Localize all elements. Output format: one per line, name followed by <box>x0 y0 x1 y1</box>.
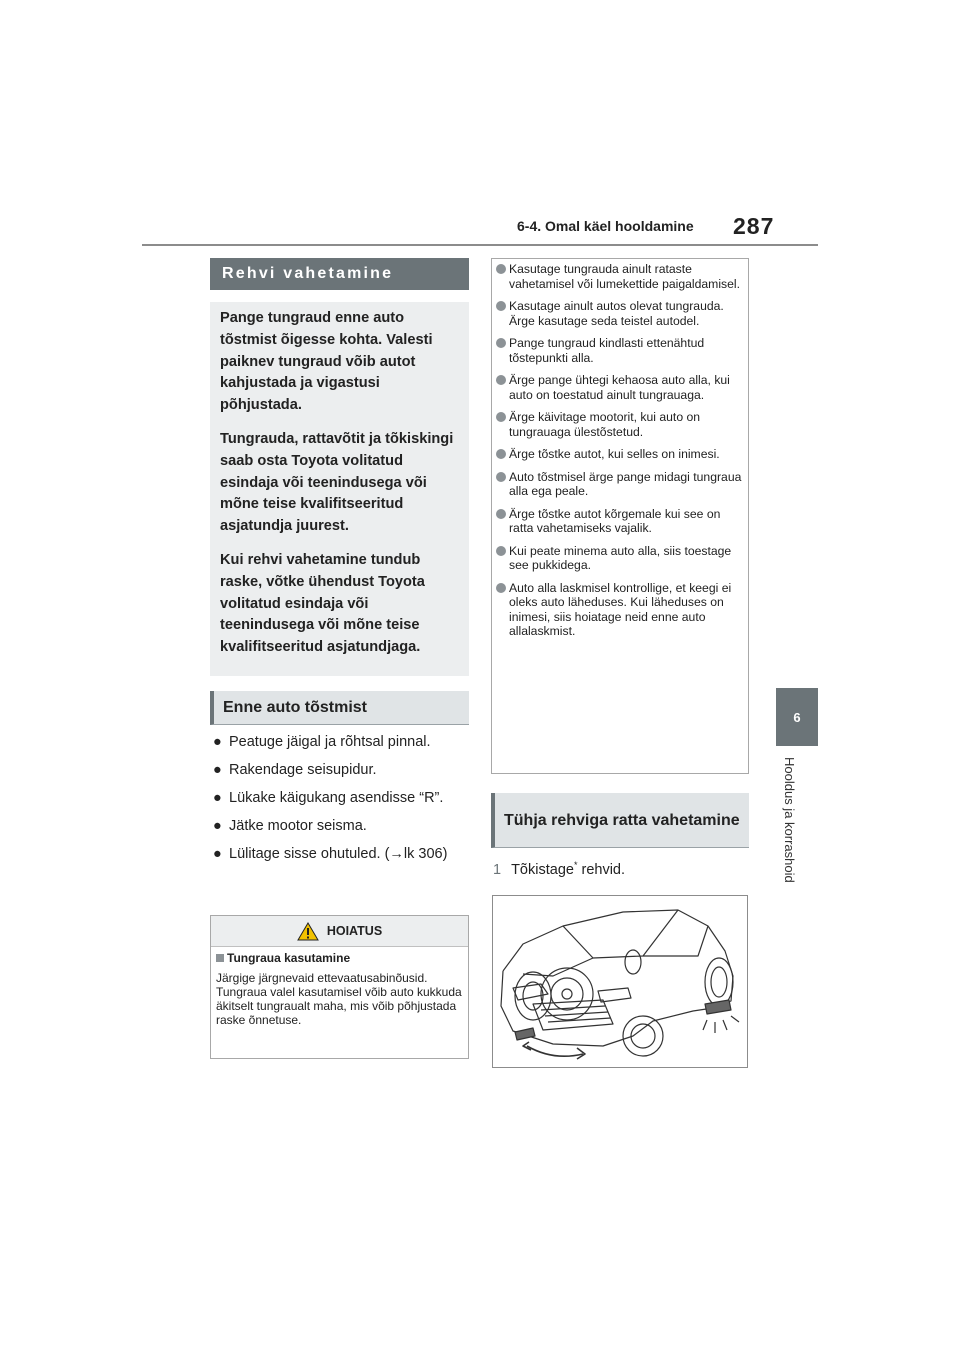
list-item: ● Jätke mootor seisma. <box>213 815 473 837</box>
warning-subtitle: Tungraua kasutamine <box>216 951 463 965</box>
warning-header <box>211 916 468 947</box>
list-item: ● Peatuge jäigal ja rõhtsal pinnal. <box>213 731 473 753</box>
caution-list-box <box>491 258 749 774</box>
square-bullet-icon <box>216 954 224 962</box>
intro-paragraph: Kui rehvi vahetamine tundub raske, võtke ühendust Toyota volitatud esindaja või teenindusega või mõne teise kvalifitseeritud asjatundjaga. <box>220 551 425 656</box>
list-item: Auto alla laskmisel kontrollige, et keegi ei oleks auto läheduses. Kui läheduses on inimesi, siis hoiatage neid enne auto allalaskmist. <box>496 581 744 639</box>
car-illustration <box>493 896 747 1067</box>
intro-paragraph: Tungrauda, rattavõtit ja tõkiskingi saab osta Toyota volitatud esindaja või teenindusega või mõne teise kvalifitseeritud asjatundja juurest. <box>220 430 454 535</box>
warning-body <box>211 947 468 1027</box>
list-item: Ärge tõstke autot, kui selles on inimesi. <box>496 447 744 462</box>
car-chock-illustration <box>492 895 748 1068</box>
step-text: Tõkistage <box>511 861 574 878</box>
step-text-end: rehvid. <box>577 861 626 878</box>
preparation-list <box>213 731 473 871</box>
bullet-icon <box>496 338 506 348</box>
subheading-before-lifting: Enne auto tõstmist <box>210 691 469 725</box>
intro-box <box>210 302 469 676</box>
warning-box <box>210 915 469 1059</box>
bullet-icon: ● <box>213 818 222 834</box>
section-title: 6-4. Omal käel hooldamine <box>517 218 694 234</box>
chapter-label-text: Hooldus ja korrashoid <box>782 757 797 883</box>
footnote-marker: * <box>573 860 578 870</box>
list-item: Pange tungraud kindlasti ettenähtud tõstepunkti alla. <box>496 336 744 365</box>
bullet-icon <box>496 264 506 274</box>
list-item: ● Lülitage sisse ohutuled. (→lk 306) <box>213 843 473 865</box>
chapter-label <box>782 757 812 917</box>
section-heading: Rehvi vahetamine <box>210 258 469 290</box>
list-item: Kasutage tungrauda ainult rataste vahetamisel või lumekettide paigaldamisel. <box>496 262 744 291</box>
list-item: Ärge pange ühtegi kehaosa auto alla, kui auto on toestatud ainult tungrauaga. <box>496 373 744 402</box>
bullet-icon: ● <box>213 734 222 750</box>
list-item: Auto tõstmisel ärge pange midagi tungraua alla ega peale. <box>496 470 744 499</box>
bullet-icon: ● <box>213 762 222 778</box>
step-1 <box>493 860 625 878</box>
bullet-icon <box>496 375 506 385</box>
list-item: Kui peate minema auto alla, siis toestage see pukkidega. <box>496 544 744 573</box>
list-item: ● Lükake käigukang asendisse “R”. <box>213 787 473 809</box>
step-number: 1 <box>493 861 502 878</box>
chapter-tab[interactable]: 6 <box>776 688 818 746</box>
subheading-flat-tire: Tühja rehviga ratta vahetamine <box>491 793 749 848</box>
list-item: Kasutage ainult autos olevat tungrauda. Ärge kasutage seda teistel autodel. <box>496 299 744 328</box>
bullet-icon <box>496 583 506 593</box>
warning-icon <box>297 922 319 941</box>
header-divider <box>142 244 818 246</box>
bullet-icon <box>496 509 506 519</box>
list-item: Ärge tõstke autot kõrgemale kui see on ratta vahetamiseks vajalik. <box>496 507 744 536</box>
page-number: 287 <box>733 213 775 239</box>
bullet-icon <box>496 449 506 459</box>
warning-text: Järgige järgnevaid ettevaatusabinõusid. Tungraua valel kasutamisel võib auto kukkuda äkitselt tungraualt maha, mis võib põhjustada raske õnnetuse. <box>216 971 462 1027</box>
list-item: Ärge käivitage mootorit, kui auto on tungrauaga ülestõstetud. <box>496 410 744 439</box>
bullet-icon <box>496 412 506 422</box>
bullet-icon: ● <box>213 790 222 806</box>
intro-paragraph: Pange tungraud enne auto tõstmist õigesse kohta. Valesti paiknev tungraud võib autot kahjustada ja vigastusi põhjustada. <box>220 310 433 414</box>
bullet-icon <box>496 472 506 482</box>
bullet-icon: ● <box>213 846 222 862</box>
warning-title: HOIATUS <box>326 924 383 938</box>
bullet-icon <box>496 301 506 311</box>
bullet-icon <box>496 546 506 556</box>
list-item: ● Rakendage seisupidur. <box>213 759 473 781</box>
